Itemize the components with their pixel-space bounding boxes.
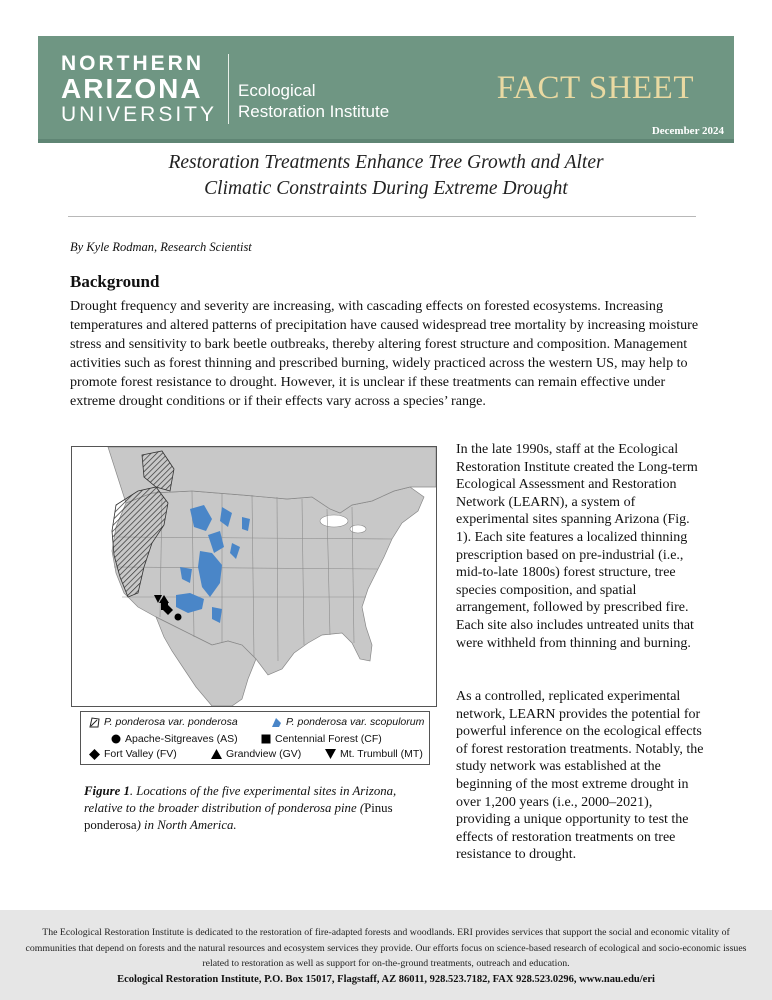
circle-marker-icon bbox=[111, 734, 121, 744]
page-footer bbox=[0, 910, 772, 1000]
blue-swatch-icon bbox=[271, 717, 282, 728]
figure-caption bbox=[84, 783, 429, 834]
title-line-1: Restoration Treatments Enhance Tree Growth and Alter bbox=[168, 152, 604, 173]
learn-paragraph-2: As a controlled, replicated experimental network, LEARN provides the potential for powerful inference on the ecological effects of forest restoration treatments. Notably, the study network was established at the beginning of the most extreme drought in over 1,200 years (i.e., 2000–2021), providing a unique opportunity to test the effects of restoration treatments on tree resistance to drought. bbox=[456, 689, 704, 863]
banner-bottom-strip bbox=[38, 139, 734, 143]
footer-address: Ecological Restoration Institute, P.O. Box 15017, Flagstaff, AZ 86011, 928.523.7182, FAX 928.523.0296, www.nau.edu/eri bbox=[117, 974, 655, 985]
figure-label: Figure 1 bbox=[84, 784, 130, 798]
diamond-marker-icon bbox=[89, 749, 100, 760]
map-legend bbox=[80, 711, 430, 765]
background-paragraph: Drought frequency and severity are increasing, with cascading effects on forested ecosystems. Increasing temperatures and altered patterns of precipitation have caused widespread tree mortality by increasing moisture stress and sensitivity to bark beetle outbreaks, thereby altering forest structure and composition. Management activities such as forest thinning and prescribed burning, widely practiced across the western US, may help to promote forest resistance to drought. However, it is unclear if these treatments can remain effective under extreme drought conditions or if their effects vary across a species’ range. bbox=[70, 298, 699, 409]
caption-text-b: ) in North America. bbox=[136, 818, 237, 832]
logo-divider bbox=[228, 54, 229, 124]
logo-line-northern: NORTHERN bbox=[61, 52, 204, 75]
great-lakes bbox=[320, 515, 348, 527]
legend-item-as: Apache-Sitgreaves (AS) bbox=[111, 733, 238, 745]
logo-line-university: UNIVERSITY bbox=[61, 103, 218, 126]
square-marker-icon bbox=[261, 734, 271, 744]
footer-mission-text: The Ecological Restoration Institute is dedicated to the restoration of fire-adapted forests and woodlands. ERI provides services that support the social and economic vitality of communities that depend on forests and the natural resources and ecosystem services they provide. Our efforts focus on science-based research of ecological and socio-economic issues related to restoration as well as support for on-the-ground treatments, outreach and education. bbox=[25, 927, 747, 969]
north-america-map bbox=[72, 447, 436, 706]
legend-item-scopulorum: P. ponderosa var. scopulorum bbox=[271, 716, 424, 728]
title-divider bbox=[68, 216, 696, 217]
legend-item-ponderosa: P. ponderosa var. ponderosa bbox=[89, 716, 238, 728]
legend-item-fv: Fort Valley (FV) bbox=[89, 748, 177, 760]
institute-name-line2: Restoration Institute bbox=[238, 102, 390, 121]
triangle-down-marker-icon bbox=[325, 749, 336, 759]
caption-text-a: . Locations of the five experimental sites in Arizona, relative to the broader distribution of ponderosa pine ( bbox=[84, 784, 397, 815]
legend-item-gv: Grandview (GV) bbox=[211, 748, 301, 760]
triangle-up-marker-icon bbox=[211, 749, 222, 759]
caption-species: Pinus ponderosa bbox=[84, 801, 393, 832]
site-apache-sitgreaves bbox=[175, 614, 182, 621]
logo-line-arizona: ARIZONA bbox=[61, 73, 203, 104]
byline: By Kyle Rodman, Research Scientist bbox=[70, 240, 252, 254]
fact-sheet-label: FACT SHEET bbox=[496, 70, 694, 106]
header-banner bbox=[38, 36, 734, 139]
section-heading-background: Background bbox=[70, 272, 160, 291]
title-line-2: Climatic Constraints During Extreme Drought bbox=[204, 178, 568, 199]
hatched-swatch-icon bbox=[89, 717, 100, 728]
legend-item-cf: Centennial Forest (CF) bbox=[261, 733, 382, 745]
legend-item-mt: Mt. Trumbull (MT) bbox=[325, 748, 423, 760]
learn-paragraph-1: In the late 1990s, staff at the Ecological Restoration Institute created the Long-term Ecological Assessment and Restoration Network (LEARN), a system of experimental sites spanning Arizona (Fig. 1). Each site features a localized thinning prescription based on pre-industrial (i.e., mid-to-late 1800s) forest structure, tree species composition, and spatial arrangement, followed by prescribed fire. Each site also includes untreated units that were withheld from thinning and burning. bbox=[456, 442, 698, 651]
institute-name-line1: Ecological bbox=[238, 81, 316, 100]
document-title bbox=[70, 150, 702, 202]
figure-map bbox=[71, 446, 437, 707]
publication-date: December 2024 bbox=[651, 125, 724, 137]
